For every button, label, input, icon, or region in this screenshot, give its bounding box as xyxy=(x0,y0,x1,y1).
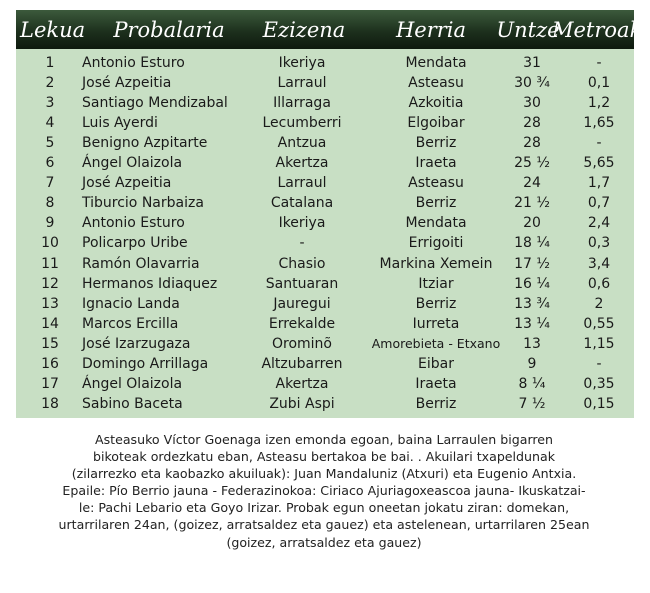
cell-competitor: Sabino Baceta xyxy=(82,395,183,412)
cell-competitor: Ángel Olaizola xyxy=(82,375,183,392)
cell-town: Itziar xyxy=(418,275,454,292)
header-meters: Metroak xyxy=(552,18,643,42)
cell-town: Berriz xyxy=(415,295,457,312)
cell-town: Mendata xyxy=(405,55,467,71)
cell-meters: - xyxy=(596,55,602,71)
cell-unit: 18 ¼ xyxy=(514,235,550,252)
cell-position: 5 xyxy=(45,135,55,152)
cell-position: 7 xyxy=(45,175,55,192)
cell-town: Mendata xyxy=(405,215,467,232)
cell-competitor: José Izarzugaza xyxy=(82,335,191,352)
cell-competitor: Ramón Olavarria xyxy=(82,255,200,272)
cell-meters: 1,7 xyxy=(587,175,611,192)
cell-position: 1 xyxy=(45,55,55,71)
header-town: Herria xyxy=(395,18,467,42)
cell-nickname: Santuaran xyxy=(265,275,339,292)
cell-competitor: Antonio Esturo xyxy=(82,215,185,232)
table-row xyxy=(16,254,634,274)
cell-town: Errigoiti xyxy=(408,235,464,252)
footnote-line: (goizez, arratsaldez eta gauez) xyxy=(226,534,422,550)
cell-meters: 5,65 xyxy=(583,155,615,172)
table-row xyxy=(16,173,634,193)
cell-meters: 3,4 xyxy=(587,255,611,272)
cell-competitor: Ignacio Landa xyxy=(82,295,180,312)
header-nickname: Ezizena xyxy=(262,18,346,42)
cell-nickname: Antzua xyxy=(277,135,327,152)
cell-unit: 30 xyxy=(523,95,541,112)
cell-town: Amorebieta - Etxano xyxy=(371,335,501,351)
cell-meters: - xyxy=(596,135,602,152)
cell-nickname: Ikeriya xyxy=(278,215,326,232)
cell-nickname: Larraul xyxy=(277,175,327,192)
footnote-line: Asteasuko Víctor Goenaga izen emonda egoan, baina Larraulen bigarren xyxy=(94,432,554,447)
cell-meters: 1,2 xyxy=(587,95,611,112)
footnote xyxy=(18,431,630,551)
cell-competitor: Luis Ayerdi xyxy=(82,115,158,132)
cell-competitor: José Azpeitia xyxy=(82,175,172,192)
cell-position: 2 xyxy=(45,75,55,92)
cell-competitor: Benigno Azpitarte xyxy=(82,135,208,152)
table-row xyxy=(16,314,634,334)
cell-town: Iraeta xyxy=(415,375,457,392)
cell-meters: 2 xyxy=(594,295,604,312)
header-unit: Untze xyxy=(496,18,560,42)
table-row xyxy=(16,73,634,93)
cell-position: 17 xyxy=(41,375,59,392)
table-row xyxy=(16,274,634,294)
cell-competitor: Ángel Olaizola xyxy=(82,155,183,172)
cell-competitor: Domingo Arrillaga xyxy=(82,355,209,372)
cell-town: Asteasu xyxy=(408,175,464,192)
footnote-line: bikoteak ordezkatu eban, Asteasu bertakoa be bai. . Akuilari txapeldunak xyxy=(92,449,556,465)
table-header xyxy=(16,10,643,49)
cell-nickname: - xyxy=(299,235,305,252)
cell-position: 4 xyxy=(45,115,55,132)
cell-unit: 28 xyxy=(523,115,541,132)
cell-position: 3 xyxy=(45,95,55,112)
cell-position: 14 xyxy=(41,315,59,332)
cell-competitor: Santiago Mendizabal xyxy=(82,95,228,112)
cell-unit: 24 xyxy=(523,175,541,192)
cell-meters: 2,4 xyxy=(587,215,611,232)
cell-meters: 0,1 xyxy=(587,75,611,92)
cell-position: 11 xyxy=(41,255,59,272)
cell-unit: 16 ¼ xyxy=(514,275,550,292)
footnote-line: (zilarrezko eta kaobazko akuiluak): Juan Mandaluniz (Atxuri) eta Eugenio Antxia. xyxy=(71,466,577,482)
cell-town: Berriz xyxy=(415,195,457,212)
cell-unit: 17 ½ xyxy=(514,255,550,272)
table-row xyxy=(16,153,634,173)
cell-unit: 8 ¼ xyxy=(518,375,546,392)
header-position: Lekua xyxy=(20,18,86,42)
cell-unit: 13 ¾ xyxy=(514,295,550,312)
cell-meters: 0,7 xyxy=(587,195,611,212)
cell-town: Elgoibar xyxy=(407,115,465,132)
table-row xyxy=(16,93,634,113)
cell-town: Iurreta xyxy=(412,315,460,332)
cell-nickname: Larraul xyxy=(277,75,327,92)
cell-town: Azkoitia xyxy=(408,95,464,112)
cell-position: 12 xyxy=(41,275,59,292)
cell-town: Asteasu xyxy=(408,75,464,92)
cell-unit: 7 ½ xyxy=(518,395,546,412)
cell-position: 9 xyxy=(45,215,55,232)
cell-nickname: Zubi Aspi xyxy=(269,395,335,412)
footnote-line: le: Pachi Lebario eta Goyo Irizar. Probak egun oneetan jokatu ziran: domekan, xyxy=(78,500,570,516)
cell-position: 6 xyxy=(45,155,55,172)
cell-nickname: Altzubarren xyxy=(261,355,343,372)
cell-nickname: Errekalde xyxy=(268,315,336,332)
table-row xyxy=(16,53,634,73)
table-row xyxy=(16,294,634,314)
cell-unit: 9 xyxy=(527,355,537,372)
cell-competitor: Policarpo Uribe xyxy=(82,235,188,252)
footnote-line: Epaile: Pío Berrio jauna - Federazinokoa: Ciriaco Ajuriagoxeascoa jauna- Ikuskatzai- xyxy=(62,483,586,499)
cell-competitor: Hermanos Idiaquez xyxy=(82,275,218,292)
table-row xyxy=(16,133,634,153)
cell-unit: 28 xyxy=(523,135,541,152)
cell-nickname: Catalana xyxy=(270,195,334,212)
cell-competitor: Marcos Ercilla xyxy=(82,315,179,332)
header-competitor: Probalaria xyxy=(113,18,225,42)
cell-unit: 30 ¾ xyxy=(514,75,550,92)
cell-nickname: Orominõ xyxy=(272,335,332,352)
table-row xyxy=(16,374,634,394)
cell-unit: 21 ½ xyxy=(514,195,550,212)
cell-competitor: Tiburcio Narbaiza xyxy=(82,195,204,212)
cell-nickname: Ikeriya xyxy=(278,55,326,71)
table-row xyxy=(16,354,634,374)
table-row xyxy=(16,334,634,354)
cell-town: Eibar xyxy=(418,355,454,372)
cell-position: 15 xyxy=(41,335,59,352)
cell-meters: 0,55 xyxy=(583,315,615,332)
cell-unit: 13 xyxy=(523,335,541,352)
cell-nickname: Chasio xyxy=(278,255,326,272)
footnote-line: urtarrilaren 24an, (goizez, arratsaldez eta gauez) eta astelenean, urtarrilaren 25ean xyxy=(58,517,590,533)
cell-nickname: Lecumberri xyxy=(262,115,342,132)
cell-unit: 25 ½ xyxy=(514,155,550,172)
cell-unit: 31 xyxy=(523,55,541,71)
cell-town: Berriz xyxy=(415,395,457,412)
results-table xyxy=(16,10,643,418)
cell-meters: 0,35 xyxy=(583,375,615,392)
cell-meters: 1,15 xyxy=(583,335,615,352)
cell-nickname: Illarraga xyxy=(273,95,331,112)
table-row xyxy=(16,233,634,253)
cell-nickname: Jauregui xyxy=(273,295,331,312)
cell-meters: 0,3 xyxy=(587,235,611,252)
cell-meters: 0,6 xyxy=(587,275,611,292)
cell-town: Iraeta xyxy=(415,155,457,172)
cell-position: 10 xyxy=(41,235,59,252)
cell-competitor: José Azpeitia xyxy=(82,75,172,92)
cell-position: 18 xyxy=(41,395,59,412)
cell-position: 8 xyxy=(45,195,55,212)
cell-town: Berriz xyxy=(415,135,457,152)
cell-meters: - xyxy=(596,355,602,372)
cell-position: 13 xyxy=(41,295,59,312)
cell-unit: 13 ¼ xyxy=(514,315,550,332)
table-row xyxy=(16,113,634,133)
cell-nickname: Akertza xyxy=(275,155,329,172)
cell-unit: 20 xyxy=(523,215,541,232)
cell-position: 16 xyxy=(41,355,59,372)
cell-competitor: Antonio Esturo xyxy=(82,55,185,71)
table-row xyxy=(16,394,634,414)
cell-meters: 0,15 xyxy=(583,395,615,412)
cell-meters: 1,65 xyxy=(583,115,615,132)
cell-town: Markina Xemein xyxy=(379,255,493,272)
table-row xyxy=(16,193,634,213)
cell-nickname: Akertza xyxy=(275,375,329,392)
table-row xyxy=(16,213,634,233)
